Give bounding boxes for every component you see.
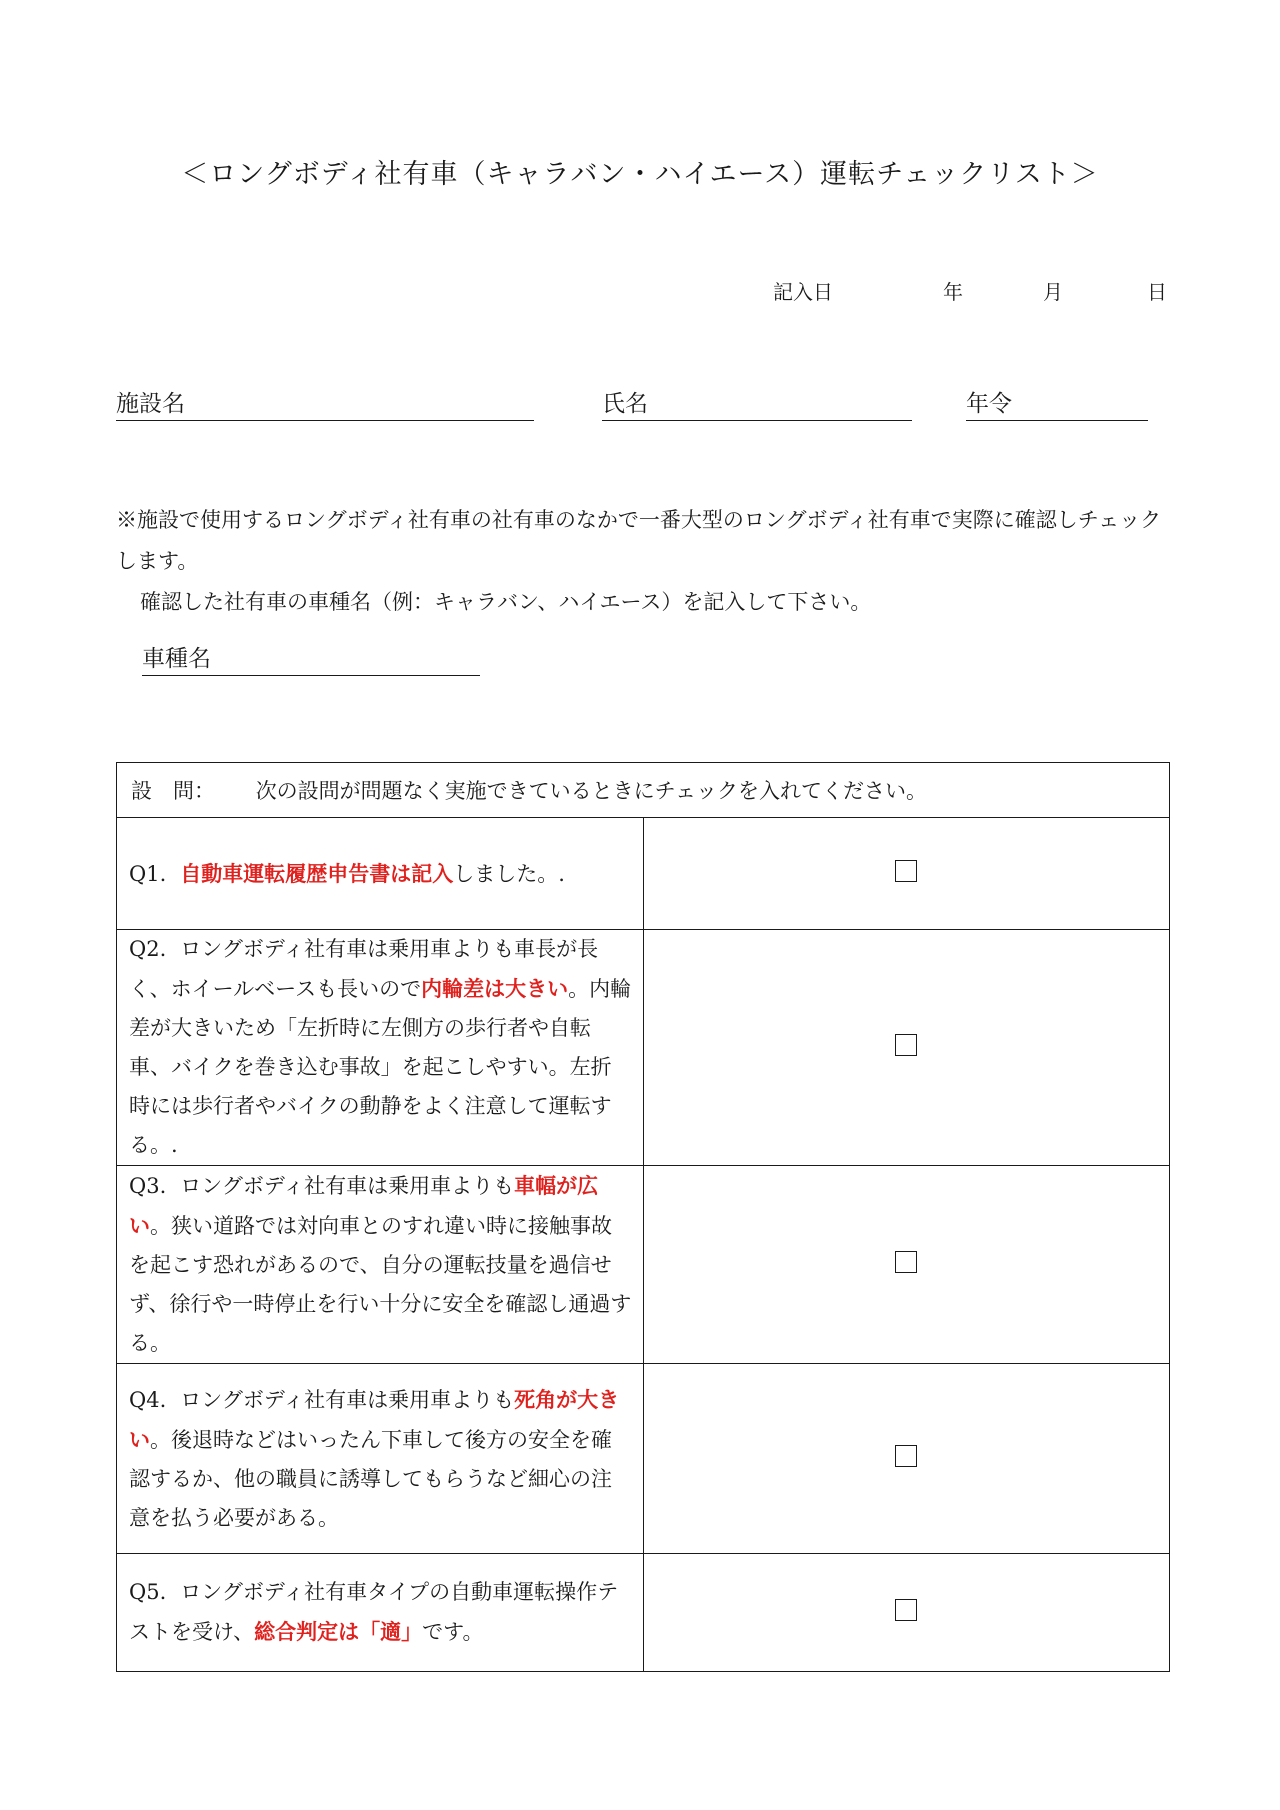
question-text-3: Q3. ロングボディ社有車は乗用車よりも車幅が広い。狭い道路では対向車とのすれ違い時に接触事故を起こす恐れがあるので、自分の運転技量を過信せず、徐行や一時停止を行い十分に安全を確認し通過する。 bbox=[117, 1166, 644, 1364]
person-name-field[interactable] bbox=[602, 388, 912, 421]
question-highlight: 内輪差は大きい bbox=[421, 976, 569, 1001]
question-row-4 bbox=[117, 1364, 1170, 1554]
facility-name-label: 施設名 bbox=[116, 391, 185, 417]
question-row-1 bbox=[117, 818, 1170, 930]
question-text-4: Q4. ロングボディ社有車は乗用車よりも死角が大きい。後退時などはいったん下車して後方の安全を確認するか、他の職員に誘導してもらうなど細心の注意を払う必要がある。 bbox=[117, 1364, 644, 1554]
question-number: Q4. bbox=[129, 1387, 167, 1412]
document-title: ＜ロングボディ社有車（キャラバン・ハイエース）運転チェックリスト＞ bbox=[181, 159, 1099, 190]
checkbox-cell-5 bbox=[643, 1554, 1170, 1672]
facility-name-field[interactable] bbox=[116, 388, 534, 421]
checkbox-cell-3 bbox=[643, 1166, 1170, 1364]
age-field[interactable] bbox=[966, 388, 1148, 421]
vehicle-type-label: 車種名 bbox=[142, 646, 211, 672]
checkbox-cell-1 bbox=[643, 818, 1170, 930]
note-instruction: ※施設で使用するロングボディ社有車の社有車のなかで一番大型のロングボディ社有車で実際に確認しチェックします。 bbox=[116, 508, 1162, 573]
date-month-label: 月 bbox=[1043, 280, 1063, 304]
checklist-header-row bbox=[117, 763, 1170, 818]
date-year-label: 年 bbox=[943, 280, 963, 304]
note-vehicle-instruction: 確認した社有車の車種名（例：キャラバン、ハイエース）を記入して下さい。 bbox=[140, 590, 872, 614]
checkbox-cell-4 bbox=[643, 1364, 1170, 1554]
date-label: 記入日 bbox=[773, 280, 833, 304]
age-label: 年令 bbox=[966, 391, 1012, 417]
question-highlight: 死角が大きい bbox=[129, 1386, 620, 1452]
checkbox-q3[interactable] bbox=[895, 1251, 917, 1273]
question-number: Q2. bbox=[129, 937, 167, 961]
question-row-3 bbox=[117, 1166, 1170, 1364]
vehicle-type-field[interactable] bbox=[142, 643, 480, 676]
header-text: 次の設問が問題なく実施できているときにチェックを入れてください。 bbox=[255, 779, 928, 803]
question-text-1: Q1. 自動車運転履歴申告書は記入しました。. bbox=[117, 818, 644, 930]
question-row-5 bbox=[117, 1554, 1170, 1672]
date-day-label: 日 bbox=[1147, 280, 1167, 304]
question-highlight: 自動車運転履歴申告書は記入 bbox=[180, 860, 454, 886]
checklist-table bbox=[116, 762, 1170, 1672]
question-text-2: Q2. ロングボディ社有車は乗用車よりも車長が長く、ホイールベースも長いので内輪差は大きい。内輪差が大きいため「左折時に左側方の歩行者や自転車、バイクを巻き込む事故」を起こしやすい。左折時には歩行者やバイクの動静をよく注意して運転する。. bbox=[117, 930, 644, 1166]
header-label: 設 問： bbox=[131, 779, 215, 803]
checkbox-q5[interactable] bbox=[895, 1599, 917, 1621]
question-highlight: 総合判定は「適」 bbox=[254, 1619, 423, 1644]
person-name-label: 氏名 bbox=[602, 391, 648, 417]
question-number: Q5. bbox=[129, 1580, 167, 1604]
question-number: Q1. bbox=[129, 861, 167, 886]
question-text-5: Q5. ロングボディ社有車タイプの自動車運転操作テストを受け、総合判定は「適」です。 bbox=[117, 1554, 644, 1672]
checklist-header bbox=[117, 763, 1170, 818]
question-row-2 bbox=[117, 930, 1170, 1166]
checkbox-q2[interactable] bbox=[895, 1034, 917, 1056]
question-number: Q3. bbox=[129, 1174, 167, 1198]
checkbox-cell-2 bbox=[643, 930, 1170, 1166]
checkbox-q1[interactable] bbox=[895, 860, 917, 882]
question-highlight: 車幅が広い bbox=[129, 1173, 599, 1238]
checkbox-q4[interactable] bbox=[895, 1445, 917, 1467]
